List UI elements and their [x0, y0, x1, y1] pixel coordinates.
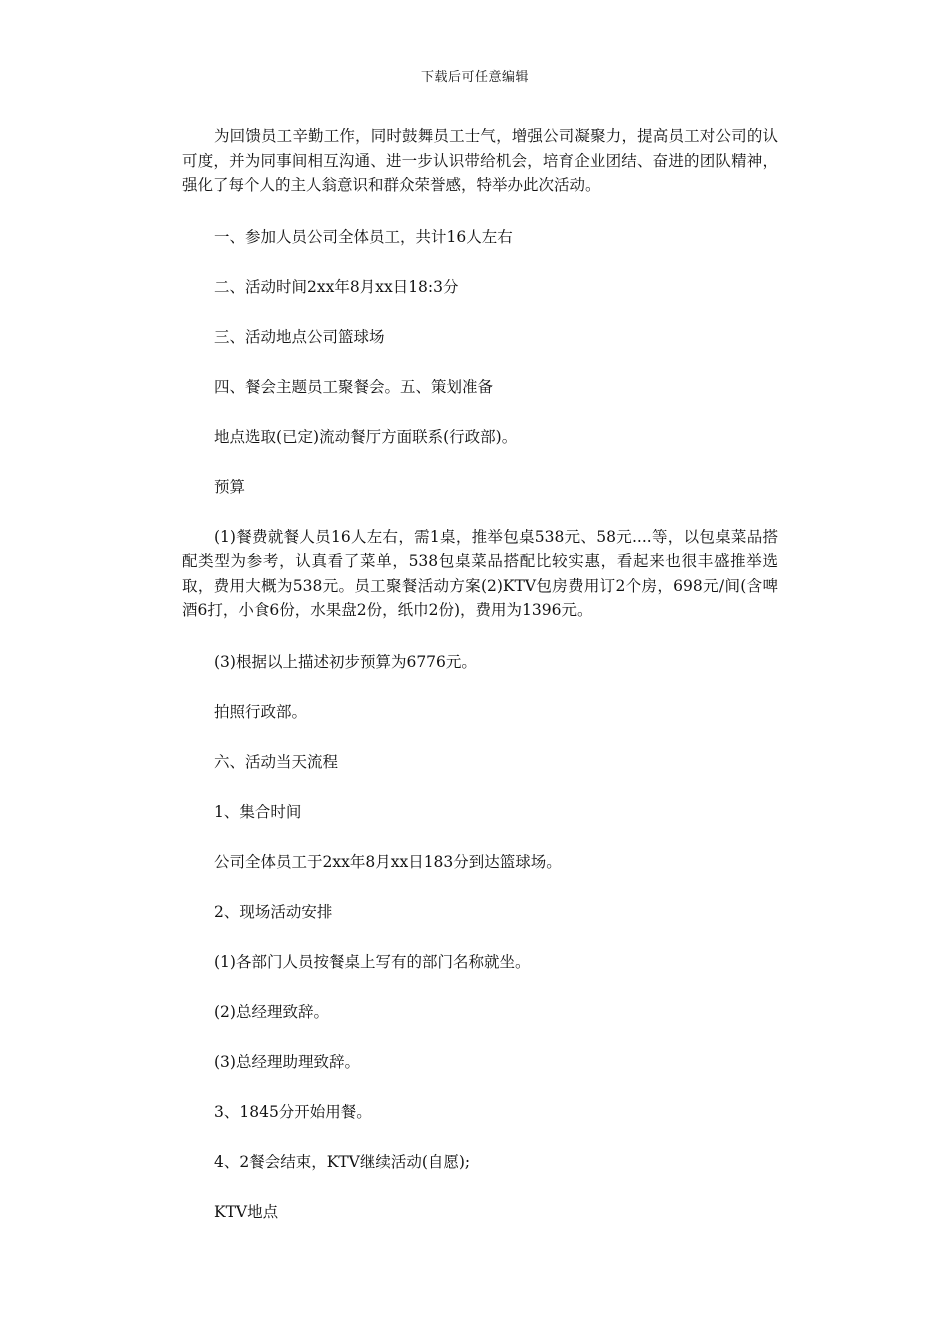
section-participants: 一、参加人员公司全体员工，共计16人左右 [214, 227, 513, 246]
budget-details-paragraph: (1)餐费就餐人员16人左右，需1桌，推举包桌538元、58元....等，以包桌菜品搭配类型为参考，认真看了菜单，538包桌菜品搭配比较实惠，看起来也很丰盛推举选取，费用大概为538元。员工聚餐活动方案(2)KTV包房费用订2个房，698元/间(含啤酒6打，小食6份，水果盘2份，纸巾2份)，费用为1396元。 [182, 527, 778, 619]
section-theme-and-planning: 四、餐会主题员工聚餐会。五、策划准备 [214, 377, 494, 396]
arrangement-item-1: (1)各部门人员按餐桌上写有的部门名称就坐。 [214, 952, 531, 971]
section-time: 二、活动时间2xx年8月xx日18:3分 [214, 277, 459, 296]
gathering-time-paragraph: 公司全体员工于2xx年8月xx日183分到达篮球场。 [214, 852, 562, 871]
ktv-location-paragraph: KTV地点 [214, 1202, 279, 1221]
venue-selection-paragraph: 地点选取(已定)流动餐厅方面联系(行政部)。 [214, 427, 518, 446]
section-schedule-heading: 六、活动当天流程 [214, 752, 339, 771]
intro-paragraph: 为回馈员工辛勤工作，同时鼓舞员工士气，增强公司凝聚力，提高员工对公司的认可度，并为同事间相互沟通、进一步认识带给机会，培育企业团结、奋进的团队精神，强化了每个人的主人翁意识和群众荣誉感，特举办此次活动。 [182, 127, 778, 194]
arrangement-item-2: (2)总经理致辞。 [214, 1002, 329, 1021]
page-header: 下载后可任意编辑 [420, 70, 529, 85]
photography-paragraph: 拍照行政部。 [214, 702, 308, 721]
section-location: 三、活动地点公司篮球场 [214, 327, 385, 346]
arrangement-item-3: (3)总经理助理致辞。 [214, 1052, 360, 1071]
gathering-time-heading: 1、集合时间 [214, 802, 302, 821]
onsite-arrangement-heading: 2、现场活动安排 [214, 902, 333, 921]
budget-heading: 预算 [214, 477, 246, 496]
document-body [182, 124, 778, 1250]
meal-start-paragraph: 3、1845分开始用餐。 [214, 1102, 372, 1121]
meal-end-paragraph: 4、2餐会结束，KTV继续活动(自愿); [214, 1152, 471, 1171]
budget-total-paragraph: (3)根据以上描述初步预算为6776元。 [214, 652, 477, 671]
